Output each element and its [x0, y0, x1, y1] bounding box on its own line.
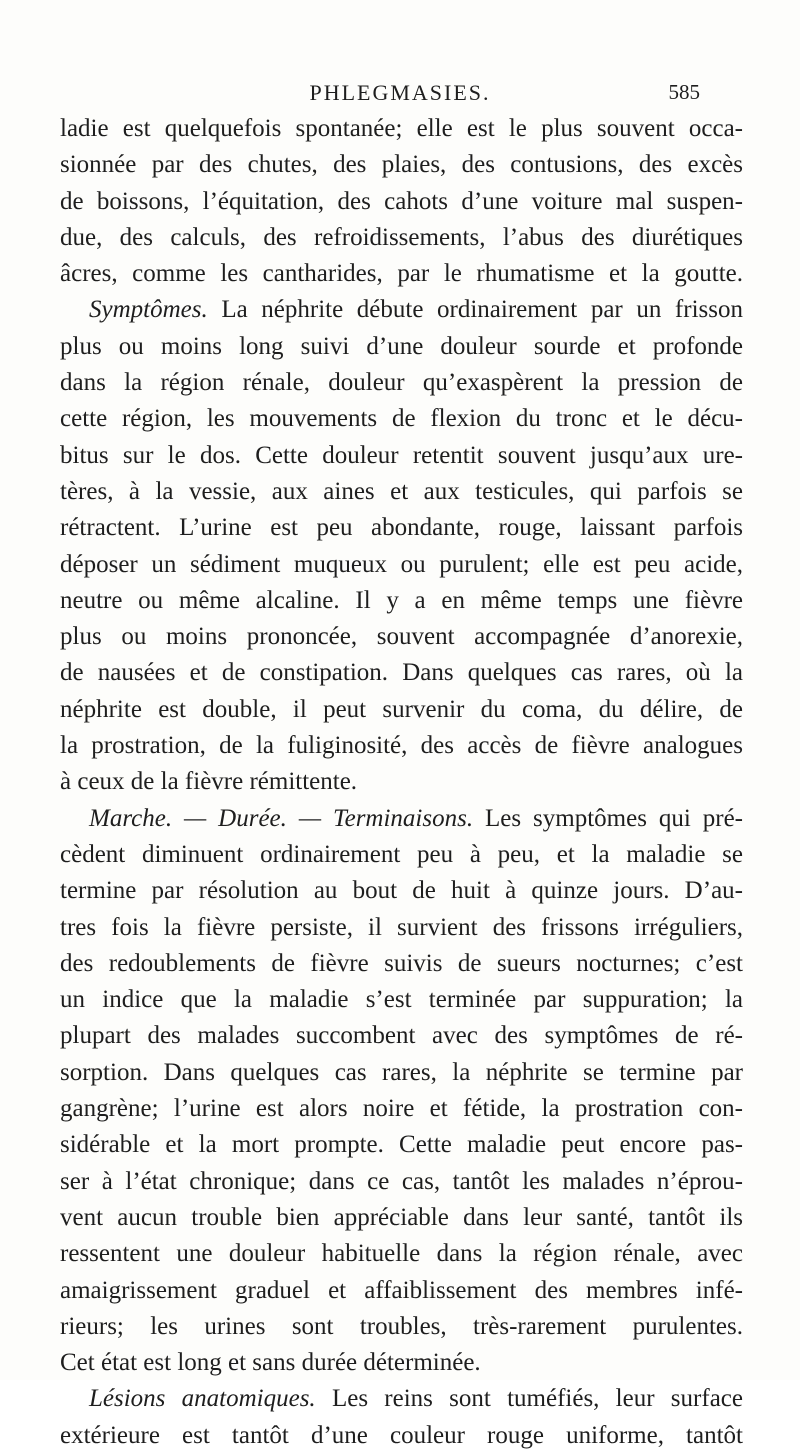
text-line [60, 619, 743, 655]
text-line [60, 111, 743, 147]
line-text: vent aucun trouble bien appréciable dans leur santé, tantôt ils [60, 1203, 743, 1231]
text-line [60, 1418, 743, 1454]
text-line [60, 692, 743, 728]
text-line [60, 801, 743, 837]
line-text: due, des calculs, des refroidissements, l’abus des diurétiques [60, 223, 743, 251]
text-line [60, 365, 743, 401]
text-line [60, 1309, 743, 1345]
line-text: bitus sur le dos. Cette douleur retentit souvent jusqu’aux ure- [60, 441, 743, 469]
line-text: extérieure est tantôt d’une couleur rouge uniforme, tantôt [60, 1421, 743, 1449]
line-text: neutre ou même alcaline. Il y a en même temps une fièvre [60, 586, 743, 614]
line-text: la prostration, de la fuliginosité, des accès de fièvre analogues [60, 732, 743, 760]
text-line [60, 728, 743, 764]
line-text: de nausées et de constipation. Dans quelques cas rares, où la [60, 659, 743, 687]
text-line [60, 1273, 743, 1309]
text-line [60, 184, 743, 220]
line-text: rétractent. L’urine est peu abondante, rouge, laissant parfois [60, 514, 743, 542]
line-text: tres fois la fièvre persiste, il survient des frissons irréguliers, [60, 913, 743, 941]
text-line [60, 256, 743, 292]
text-line [60, 873, 743, 909]
text-line [60, 292, 743, 328]
line-text: de boissons, l’équitation, des cahots d’une voiture mal suspen- [60, 187, 743, 215]
line-text: Les reins sont tuméfiés, leur surface [315, 1385, 743, 1413]
page-number: 585 [668, 80, 700, 104]
line-text: ressentent une douleur habituelle dans la région rénale, avec [60, 1240, 743, 1268]
line-text: tères, à la vessie, aux aines et aux testicules, qui parfois se [60, 477, 743, 505]
text-line [60, 474, 743, 510]
text-line [60, 910, 743, 946]
section-heading: Marche. — Durée. — Terminaisons. [89, 804, 474, 832]
text-line [60, 1091, 743, 1127]
line-text: sionnée par des chutes, des plaies, des contusions, des excès [60, 151, 743, 179]
text-line [60, 1345, 743, 1381]
running-title: PHLEGMASIES. [309, 80, 491, 105]
text-line [60, 547, 743, 583]
line-text: néphrite est double, il peut survenir du coma, du délire, de [60, 695, 743, 723]
line-text: cèdent diminuent ordinairement peu à peu, et la maladie se [60, 840, 743, 868]
text-line [60, 1127, 743, 1163]
line-text: un indice que la maladie s’est terminée par suppuration; la [60, 986, 743, 1014]
line-text: ser à l’état chronique; dans ce cas, tantôt les malades n’éprou- [60, 1167, 743, 1195]
text-line [60, 1164, 743, 1200]
line-text: plus ou moins long suivi d’une douleur sourde et profonde [60, 332, 743, 360]
line-text: ladie est quelquefois spontanée; elle est le plus souvent occa- [60, 115, 743, 142]
line-text: plupart des malades succombent avec des symptômes de ré- [60, 1022, 743, 1050]
line-text: âcres, comme les cantharides, par le rhumatisme et la goutte. [60, 260, 743, 288]
text-line [60, 982, 743, 1018]
text-line [60, 401, 743, 437]
section-heading: Lésions anatomiques. [89, 1385, 316, 1413]
line-text: cette région, les mouvements de flexion du tronc et le décu- [60, 405, 743, 433]
line-text: gangrène; l’urine est alors noire et fétide, la prostration con- [60, 1095, 743, 1123]
text-line [60, 147, 743, 183]
text-line [60, 1381, 743, 1417]
line-text: La néphrite débute ordinairement par un frisson [207, 296, 743, 324]
line-text: dans la région rénale, douleur qu’exaspèrent la pression de [60, 369, 743, 397]
text-line [60, 655, 743, 691]
text-line [60, 583, 743, 619]
running-head [0, 80, 800, 106]
line-text: à ceux de la fièvre rémittente. [60, 768, 358, 796]
text-line [60, 837, 743, 873]
line-text: sorption. Dans quelques cas rares, la néphrite se termine par [60, 1058, 743, 1086]
text-line [60, 220, 743, 256]
line-text: rieurs; les urines sont troubles, très-rarement purulentes. [60, 1312, 743, 1340]
line-text: Cet état est long et sans durée déterminée. [60, 1349, 481, 1377]
text-line [60, 764, 743, 800]
text-line [60, 1236, 743, 1272]
text-line [60, 1018, 743, 1054]
line-text: plus ou moins prononcée, souvent accompagnée d’anorexie, [60, 623, 743, 651]
line-text: déposer un sédiment muqueux ou purulent; elle est peu acide, [60, 550, 743, 578]
line-text: amaigrissement graduel et affaiblissement des membres infé- [60, 1276, 743, 1304]
text-line [60, 946, 743, 982]
line-text: termine par résolution au bout de huit à quinze jours. D’au- [60, 877, 743, 905]
text-line [60, 329, 743, 365]
text-line [60, 1055, 743, 1091]
text-line [60, 438, 743, 474]
text-line [60, 510, 743, 546]
text-line [60, 1200, 743, 1236]
line-text: Les symptômes qui pré- [473, 804, 743, 832]
body-text [60, 111, 743, 1454]
line-text: des redoublements de fièvre suivis de sueurs nocturnes; c’est [60, 949, 743, 977]
section-heading: Symptômes. [89, 296, 208, 324]
line-text: sidérable et la mort prompte. Cette maladie peut encore pas- [60, 1131, 743, 1159]
